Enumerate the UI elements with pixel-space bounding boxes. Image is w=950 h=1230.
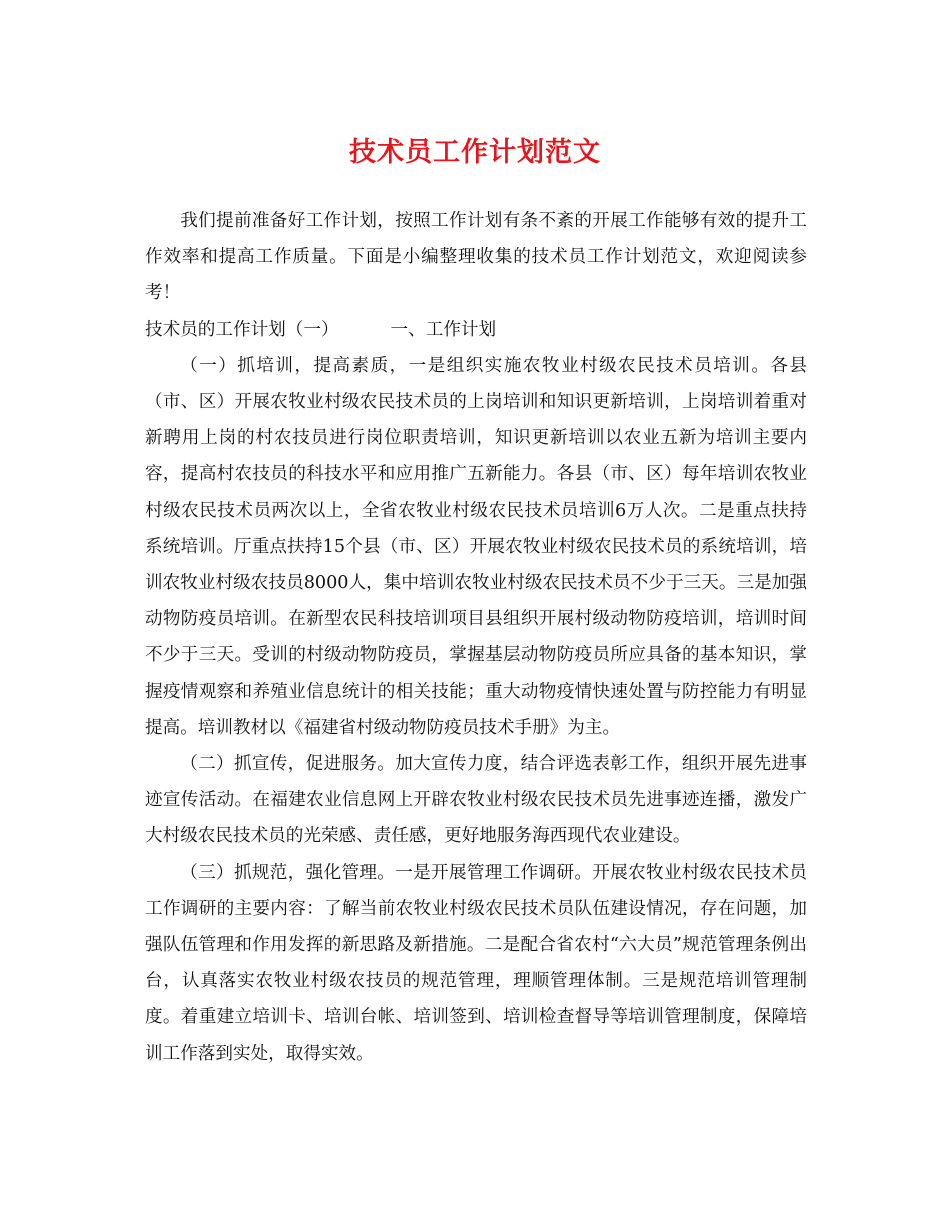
section-heading-line xyxy=(145,312,807,348)
document-title: 技术员工作计划范文 xyxy=(349,137,601,168)
body-paragraph-2: （二）抓宣传，促进服务。加大宣传力度，结合评选表彰工作，组织开展先进事迹宣传活动。在福建农业信息网上开辟农牧业村级农民技术员先进事迹连播，激发广大村级农民技术员的光荣感、责任感，更好地服务海西现代农业建设。 xyxy=(145,754,807,847)
subsection-heading: 一、工作计划 xyxy=(390,319,497,340)
document-body xyxy=(145,203,807,1072)
body-paragraph-1: （一）抓培训，提高素质，一是组织实施农牧业村级农民技术员培训。各县（市、区）开展农牧业村级农民技术员的上岗培训和知识更新培训，上岗培训着重对新聘用上岗的村农技员进行岗位职责培训，知识更新培训以农业五新为培训主要内容，提高村农技员的科技水平和应用推广五新能力。各县（市、区）每年培训农牧业村级农民技术员两次以上，全省农牧业村级农民技术员培训6万人次。二是重点扶持系统培训。厅重点扶持15个县（市、区）开展农牧业村级农民技术员的系统培训，培训农牧业村级农技员8000人，集中培训农牧业村级农民技术员不少于三天。三是加强动物防疫员培训。在新型农民科技培训项目县组织开展村级动物防疫培训，培训时间不少于三天。受训的村级动物防疫员，掌握基层动物防疫员所应具备的基本知识，掌握疫情观察和养殖业信息统计的相关技能；重大动物疫情快速处置与防控能力有明显提高。培训教材以《福建省村级动物防疫员技术手册》为主。 xyxy=(145,355,807,738)
section-heading: 技术员的工作计划（一） xyxy=(145,319,339,340)
body-paragraph-3: （三）抓规范，强化管理。一是开展管理工作调研。开展农牧业村级农民技术员工作调研的主要内容：了解当前农牧业村级农民技术员队伍建设情况，存在问题，加强队伍管理和作用发挥的新思路及新措施。二是配合省农村“六大员”规范管理条例出台，认真落实农牧业村级农技员的规范管理，理顺管理体制。三是规范培训管理制度。着重建立培训卡、培训台帐、培训签到、培训检查督导等培训管理制度，保障培训工作落到实处，取得实效。 xyxy=(145,862,807,1064)
intro-paragraph: 我们提前准备好工作计划，按照工作计划有条不紊的开展工作能够有效的提升工作效率和提高工作质量。下面是小编整理收集的技术员工作计划范文，欢迎阅读参考！ xyxy=(145,211,807,304)
